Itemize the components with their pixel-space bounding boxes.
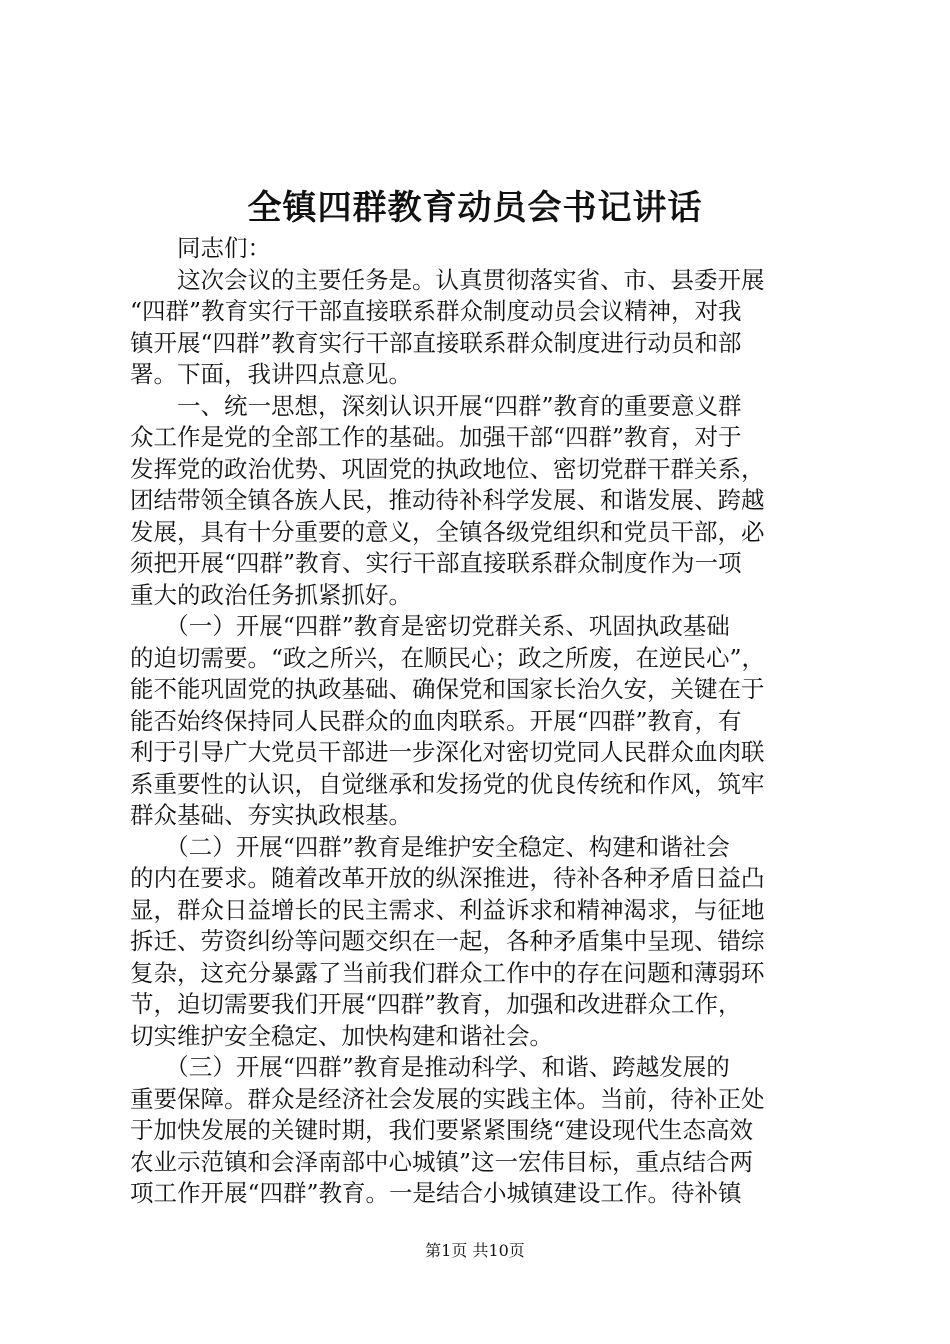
text-line: 众工作是党的全部工作的基础。加强干部“四群”教育，对于 — [130, 423, 742, 451]
text-line: 的内在要求。随着改革开放的纵深推进，待补各种矛盾日益凸 — [130, 864, 765, 892]
text-line: 系重要性的认识，自觉继承和发扬党的优良传统和作风，筑牢 — [130, 769, 765, 798]
text-line: 镇开展“四群”教育实行干部直接联系群众制度进行动员和部 — [130, 328, 742, 357]
text-line: 这次会议的主要任务是。认真贯彻落实省、市、县委开展 — [130, 265, 765, 294]
text-line: 拆迁、劳资纠纷等问题交织在一起，各种矛盾集中呈现、错综 — [130, 927, 765, 955]
text-line: （三）开展“四群”教育是推动科学、和谐、跨越发展的 — [130, 1053, 730, 1081]
text-line: 能不能巩固党的执政基础、确保党和国家长治久安，关键在于 — [130, 675, 765, 703]
text-line: 农业示范镇和会泽南部中心城镇”这一宏伟目标，重点结合两 — [130, 1147, 754, 1176]
text-line: 复杂，这充分暴露了当前我们群众工作中的存在问题和薄弱环 — [130, 958, 765, 987]
text-line: 切实维护安全稳定、加快构建和谐社会。 — [130, 1021, 553, 1050]
text-line: 能否始终保持同人民群众的血肉联系。开展“四群”教育，有 — [130, 706, 742, 735]
text-line: 的迫切需要。“政之所兴，在顺民心；政之所废，在逆民心”， — [130, 643, 766, 672]
text-line: （一）开展“四群”教育是密切党群关系、巩固执政基础 — [130, 612, 730, 640]
text-line: （二）开展“四群”教育是维护安全稳定、构建和谐社会 — [130, 832, 730, 861]
text-line: “四群”教育实行干部直接联系群众制度动员会议精神，对我 — [130, 297, 742, 325]
text-line: 于加快发展的关键时期，我们要紧紧围绕“建设现代生态高效 — [130, 1116, 754, 1144]
text-line: 项工作开展“四群”教育。一是结合小城镇建设工作。待补镇 — [130, 1179, 742, 1207]
text-line: 利于引导广大党员干部进一步深化对密切党同人民群众血肉联 — [130, 738, 765, 766]
document-body — [130, 233, 835, 1210]
text-line: 发挥党的政治优势、巩固党的执政地位、密切党群干群关系， — [130, 454, 765, 483]
text-line: 一、统一思想，深刻认识开展“四群”教育的重要意义群 — [130, 391, 742, 420]
document-title: 全镇四群教育动员会书记讲话 — [247, 188, 703, 228]
text-line: 重要保障。群众是经济社会发展的实践主体。当前，待补正处 — [130, 1084, 765, 1113]
text-line: 节，迫切需要我们开展“四群”教育，加强和改进群众工作， — [130, 990, 742, 1018]
page-footer: 第1页 共10页 — [425, 1241, 525, 1260]
text-line: 署。下面，我讲四点意见。 — [130, 360, 412, 388]
text-line: 须把开展“四群”教育、实行干部直接联系群众制度作为一项 — [130, 549, 742, 577]
text-line: 同志们： — [130, 234, 271, 262]
text-line: 团结带领全镇各族人民，推动待补科学发展、和谐发展、跨越 — [130, 486, 765, 514]
text-line: 发展，具有十分重要的意义，全镇各级党组织和党员干部，必 — [130, 517, 765, 546]
text-line: 显，群众日益增长的民主需求、利益诉求和精神渴求，与征地 — [130, 895, 765, 924]
text-line: 重大的政治任务抓紧抓好。 — [130, 580, 412, 609]
text-line: 群众基础、夯实执政根基。 — [130, 801, 412, 829]
